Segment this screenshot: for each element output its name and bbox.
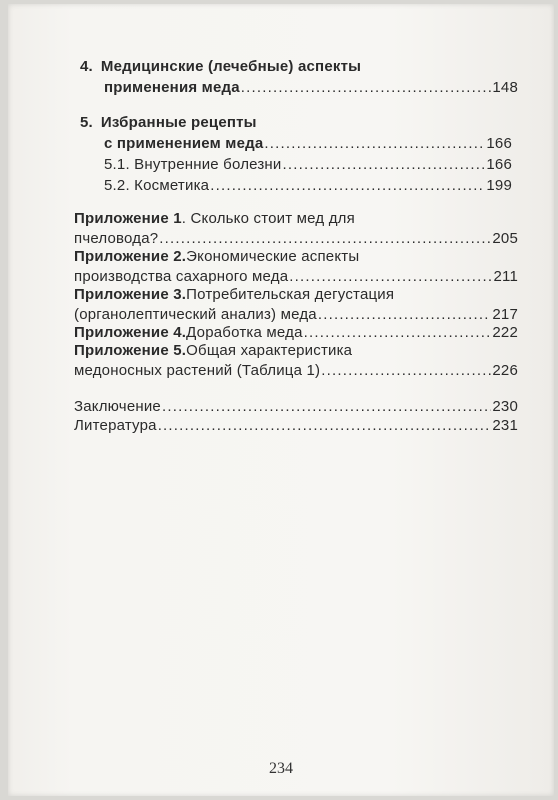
leader-dots <box>318 306 492 324</box>
leader-dots <box>264 135 485 153</box>
appendix-title-cont: пчеловода? <box>74 230 159 247</box>
section-number: 5. <box>80 114 93 131</box>
section-title-cont: с применением меда <box>104 135 264 152</box>
toc-section-4 <box>80 58 518 97</box>
leader-dots <box>321 362 491 380</box>
appendix-title: Общая характеристика <box>186 342 353 359</box>
appendix-title: Потребительская дегустация <box>186 286 395 303</box>
page-ref: 226 <box>492 362 518 379</box>
appendix-title-cont: медоносных растений (Таблица 1) <box>74 362 321 379</box>
appendix-prefix: Приложение 3. <box>74 286 187 303</box>
appendix-title: Доработка меда <box>186 324 303 341</box>
subsection-label: 5.1. Внутренние болезни <box>104 156 282 173</box>
appendix-prefix: Приложение 5. <box>74 342 187 359</box>
toc-literature <box>74 417 518 435</box>
page-ref: 222 <box>492 324 518 341</box>
page-ref: 205 <box>492 230 518 247</box>
leader-dots <box>304 324 492 342</box>
toc-appendix-4 <box>74 324 518 342</box>
page-number: 234 <box>269 760 293 777</box>
page-ref: 217 <box>492 306 518 323</box>
appendix-prefix: Приложение 1 <box>74 210 182 227</box>
leader-dots <box>283 156 486 174</box>
closing-label: Заключение <box>74 398 161 415</box>
page-ref: 148 <box>492 79 518 96</box>
page-ref: 199 <box>486 177 512 194</box>
leader-dots <box>162 398 491 416</box>
toc-appendix-1 <box>74 210 518 248</box>
section-title-cont: применения меда <box>104 79 240 96</box>
toc-appendix-2 <box>74 248 518 286</box>
leader-dots <box>241 79 492 97</box>
page-ref: 166 <box>486 135 512 152</box>
appendix-prefix: Приложение 2. <box>74 248 187 265</box>
page-ref: 211 <box>493 268 518 285</box>
toc-conclusion <box>74 398 518 416</box>
appendix-title: Экономические аспекты <box>186 248 360 265</box>
section-title: Медицинские (лечебные) аспекты <box>100 58 362 75</box>
closing-label: Литература <box>74 417 157 434</box>
toc-section-5 <box>80 114 518 195</box>
page-ref: 231 <box>492 417 518 434</box>
leader-dots <box>158 417 492 435</box>
leader-dots <box>159 230 491 248</box>
appendix-title-cont: производства сахарного меда <box>74 268 289 285</box>
appendix-title-cont: (органолептический анализ) меда <box>74 306 317 323</box>
toc-appendix-3 <box>74 286 518 324</box>
page-ref: 166 <box>486 156 512 173</box>
leader-dots <box>289 268 492 286</box>
appendix-title: . Сколько стоит мед для <box>181 210 355 227</box>
book-page <box>8 4 554 796</box>
leader-dots <box>210 177 485 195</box>
section-title: Избранные рецепты <box>100 114 257 131</box>
subsection-label: 5.2. Косметика <box>104 177 210 194</box>
page-ref: 230 <box>492 398 518 415</box>
appendix-prefix: Приложение 4. <box>74 324 187 341</box>
toc-appendix-5 <box>74 342 518 380</box>
section-number: 4. <box>80 58 93 75</box>
